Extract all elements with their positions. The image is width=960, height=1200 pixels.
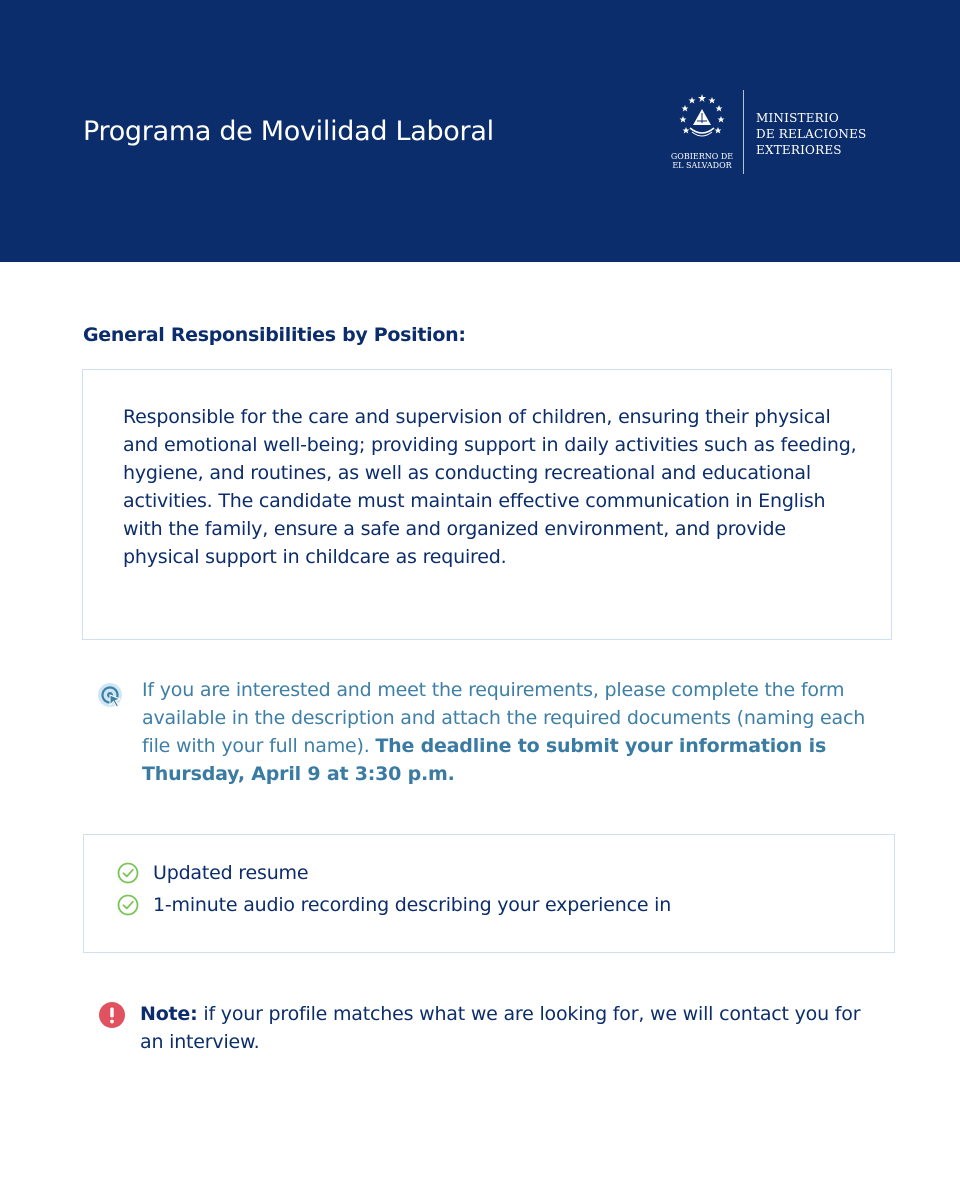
seal-caption-line-2: EL SALVADOR: [672, 161, 732, 170]
cursor-click-icon: [96, 681, 128, 713]
ministry-name: [756, 110, 866, 158]
ministry-line-1: MINISTERIO: [756, 111, 839, 125]
check-circle-icon: [117, 862, 139, 884]
note-message: [140, 1000, 870, 1056]
requirements-box: [83, 834, 895, 953]
exclamation-circle-icon: [98, 1001, 126, 1029]
responsibilities-text: Responsible for the care and supervision of children, ensuring their physical and emotional well-being; providing support in daily activities such as feeding, hygiene, and routines, as well as conducting recreational and educational activities. The candidate must maintain effective communication in English with the family, ensure a safe and organized environment, and provide physical support in childcare as required.: [123, 406, 857, 568]
logo-divider: [743, 90, 744, 174]
page-title: Programa de Movilidad Laboral: [83, 116, 494, 147]
government-seal: [670, 92, 734, 172]
requirement-label: Updated resume: [153, 862, 309, 884]
note-body: if your profile matches what we are looking for, we will contact you for an interview.: [140, 1003, 861, 1053]
ministry-line-2: DE RELACIONES: [756, 127, 867, 141]
instructions-text: If you are interested and meet the requirements, please complete the form available in the description and attach the required documents (naming each file with your full name).: [142, 679, 866, 757]
section-heading: General Responsibilities by Position:: [83, 324, 466, 346]
requirement-item: [117, 891, 671, 919]
coat-of-arms-icon: [678, 92, 726, 144]
deadline-text: The deadline to submit your information is Thursday, April 9 at 3:30 p.m.: [142, 735, 827, 785]
header-banner: [0, 0, 960, 262]
check-circle-icon: [117, 894, 139, 916]
note-label: Note:: [140, 1003, 198, 1025]
ministry-line-3: EXTERIORES: [756, 143, 842, 157]
requirement-item: [117, 859, 308, 887]
application-instructions: [142, 676, 882, 788]
responsibilities-box: [82, 369, 892, 640]
seal-caption-line-1: GOBIERNO DE: [670, 152, 734, 161]
requirement-label: 1-minute audio recording describing your experience in: [153, 894, 672, 916]
